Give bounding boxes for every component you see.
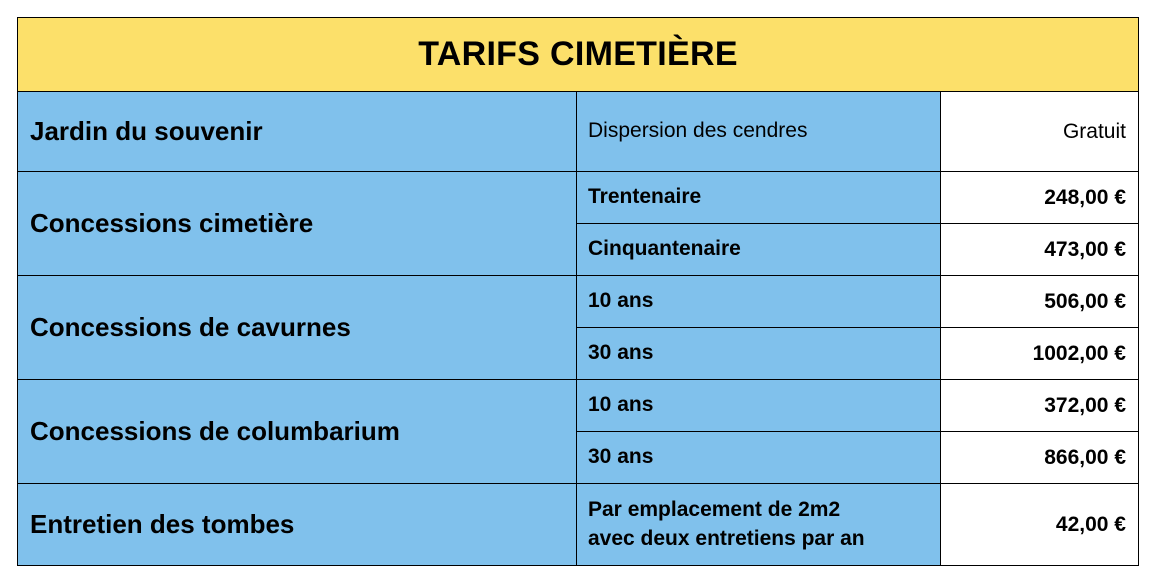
table-row — [18, 92, 1139, 172]
service-label: 10 ans — [577, 380, 941, 432]
category-concessions-columbarium: Concessions de columbarium — [18, 380, 577, 484]
price-value: 473,00 € — [941, 224, 1139, 276]
category-entretien-des-tombes: Entretien des tombes — [18, 484, 577, 566]
service-label: Cinquantenaire — [577, 224, 941, 276]
price-value: 248,00 € — [941, 172, 1139, 224]
service-label-line2: avec deux entretiens par an — [588, 526, 865, 550]
price-value: 42,00 € — [941, 484, 1139, 566]
table-row — [18, 484, 1139, 566]
category-jardin-du-souvenir: Jardin du souvenir — [18, 92, 577, 172]
price-value: 372,00 € — [941, 380, 1139, 432]
service-label: 30 ans — [577, 328, 941, 380]
table-title: TARIFS CIMETIÈRE — [18, 18, 1139, 92]
category-concessions-cavurnes: Concessions de cavurnes — [18, 276, 577, 380]
table-row — [18, 172, 1139, 224]
table-row — [18, 276, 1139, 328]
service-label-line1: Par emplacement de 2m2 — [588, 498, 841, 522]
tarifs-table — [17, 17, 1139, 566]
price-value: 506,00 € — [941, 276, 1139, 328]
service-label: Dispersion des cendres — [577, 92, 941, 172]
table-row — [18, 380, 1139, 432]
service-label: Trentenaire — [577, 172, 941, 224]
service-label — [577, 484, 941, 566]
service-label: 10 ans — [577, 276, 941, 328]
category-concessions-cimetiere: Concessions cimetière — [18, 172, 577, 276]
title-row — [18, 18, 1139, 92]
service-label: 30 ans — [577, 432, 941, 484]
price-value: 1002,00 € — [941, 328, 1139, 380]
price-value: 866,00 € — [941, 432, 1139, 484]
price-value: Gratuit — [941, 92, 1139, 172]
